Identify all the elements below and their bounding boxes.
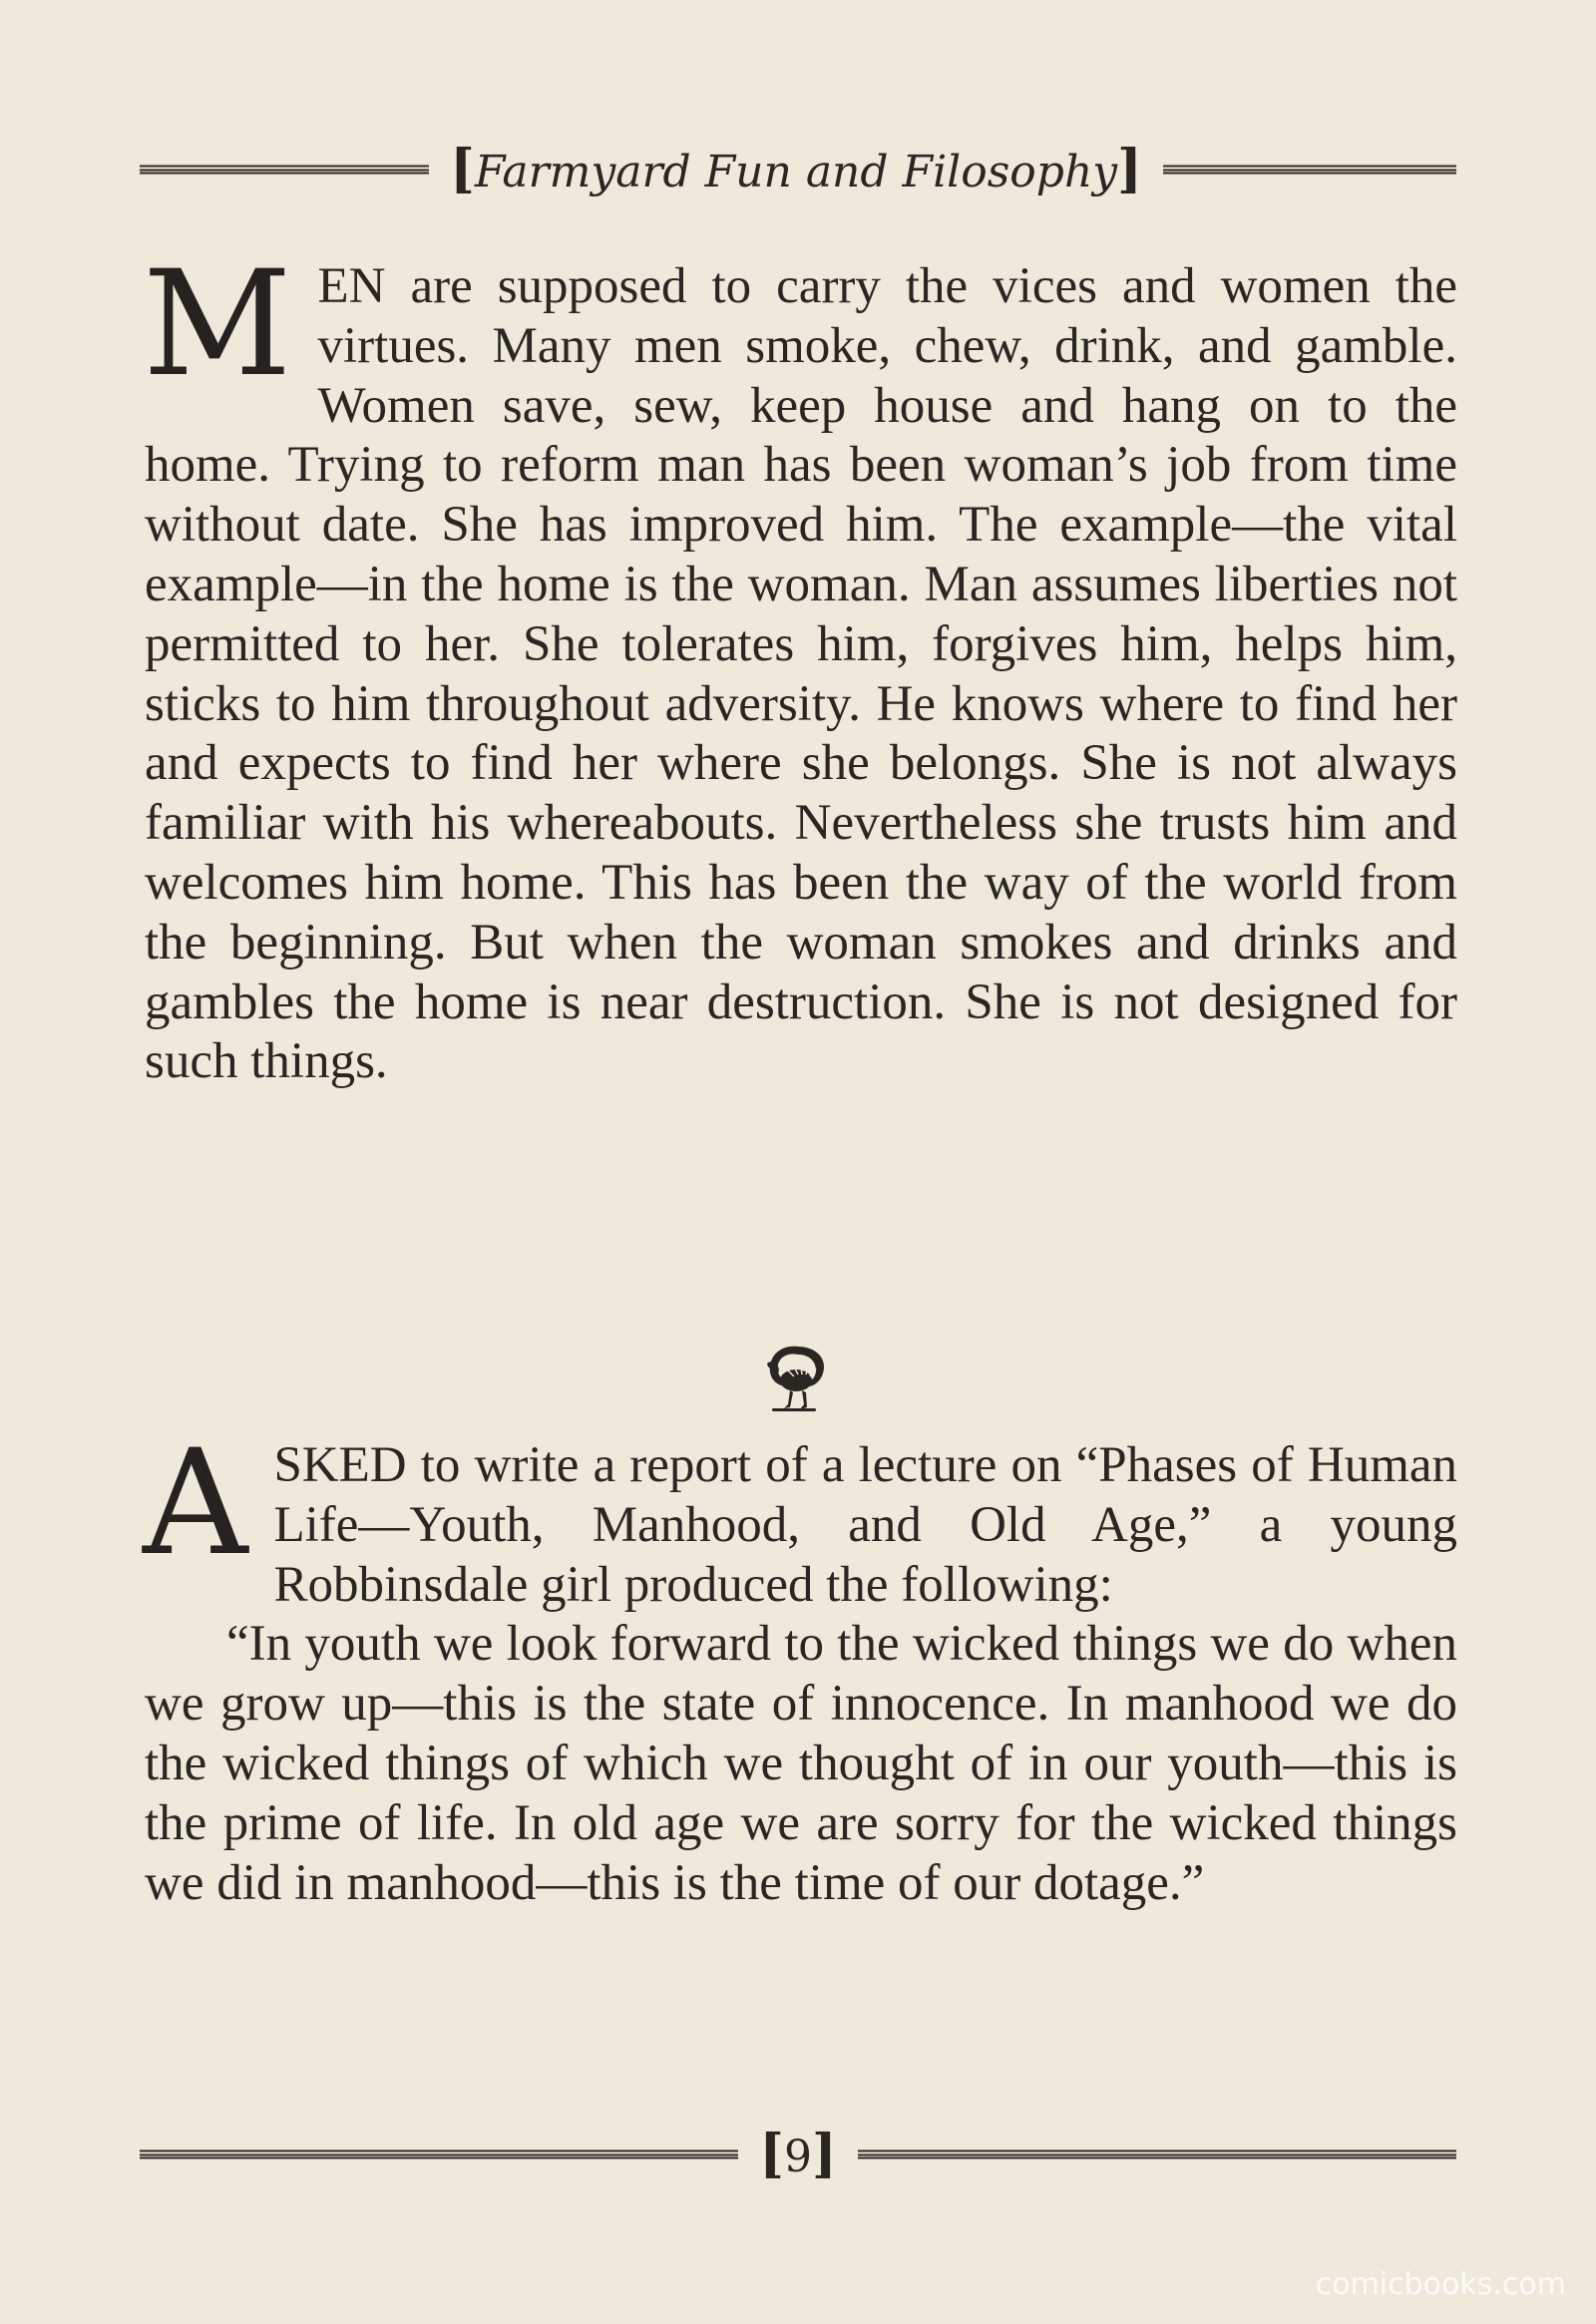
footer-left-bracket: [ — [759, 2124, 784, 2184]
footer-rule-right — [858, 2150, 1456, 2159]
drop-cap-1: M — [143, 239, 292, 409]
page-number: 9 — [784, 2131, 812, 2182]
header-rule-right — [1163, 166, 1456, 175]
paragraph-2-quote: “In youth we look forward to the wicked things we do when we grow up—this is the state of innocence. In manhood we do the wicked things of which we thought of in our youth—this is the prime of life. In old age we are sorry for the wicked things we did in manhood—this is the time of our dotage.” — [145, 1616, 1457, 1911]
drop-cap-2: A — [143, 1418, 248, 1588]
page-number-block — [744, 2125, 852, 2184]
header-right-bracket: ] — [1117, 139, 1142, 199]
footer-rule-left — [140, 2150, 738, 2159]
page-footer — [140, 2125, 1456, 2184]
header-title: Farmyard Fun and Filosophy — [474, 147, 1118, 197]
turkey-icon — [758, 1337, 834, 1416]
paragraph-1 — [143, 239, 1457, 1092]
paragraph-2 — [143, 1418, 1457, 1913]
running-header — [140, 140, 1456, 199]
paragraph-2-text: SKED to write a report of a lecture on “Phases of Human Life—Youth, Manhood, and Old Age,” a young Robbinsdale girl produced the following: — [273, 1437, 1457, 1613]
watermark: comicbooks.com — [1315, 2267, 1566, 2302]
header-title-block — [435, 140, 1157, 199]
footer-right-bracket: ] — [812, 2124, 837, 2184]
header-left-bracket: [ — [450, 139, 475, 199]
paragraph-1-text: EN are supposed to carry the vices and women the virtues. Many men smoke, chew, drink, and gamble. Women save, sew, keep house and hang on to the home. Trying to reform man has been woman’s job from time without date. She has improved him. The example—the vital example—in the home is the woman. Man assumes liberties not permitted to her. She tolerates him, forgives him, helps him, sticks to him throughout adversity. He knows where to find her and expects to find her where she belongs. She is not always familiar with his whereabouts. Nevertheless she trusts him and welcomes him home. This has been the way of the world from the beginning. But when the woman smokes and drinks and gambles the home is near destruction. She is not designed for such things. — [145, 258, 1457, 1090]
header-rule-left — [140, 166, 429, 175]
